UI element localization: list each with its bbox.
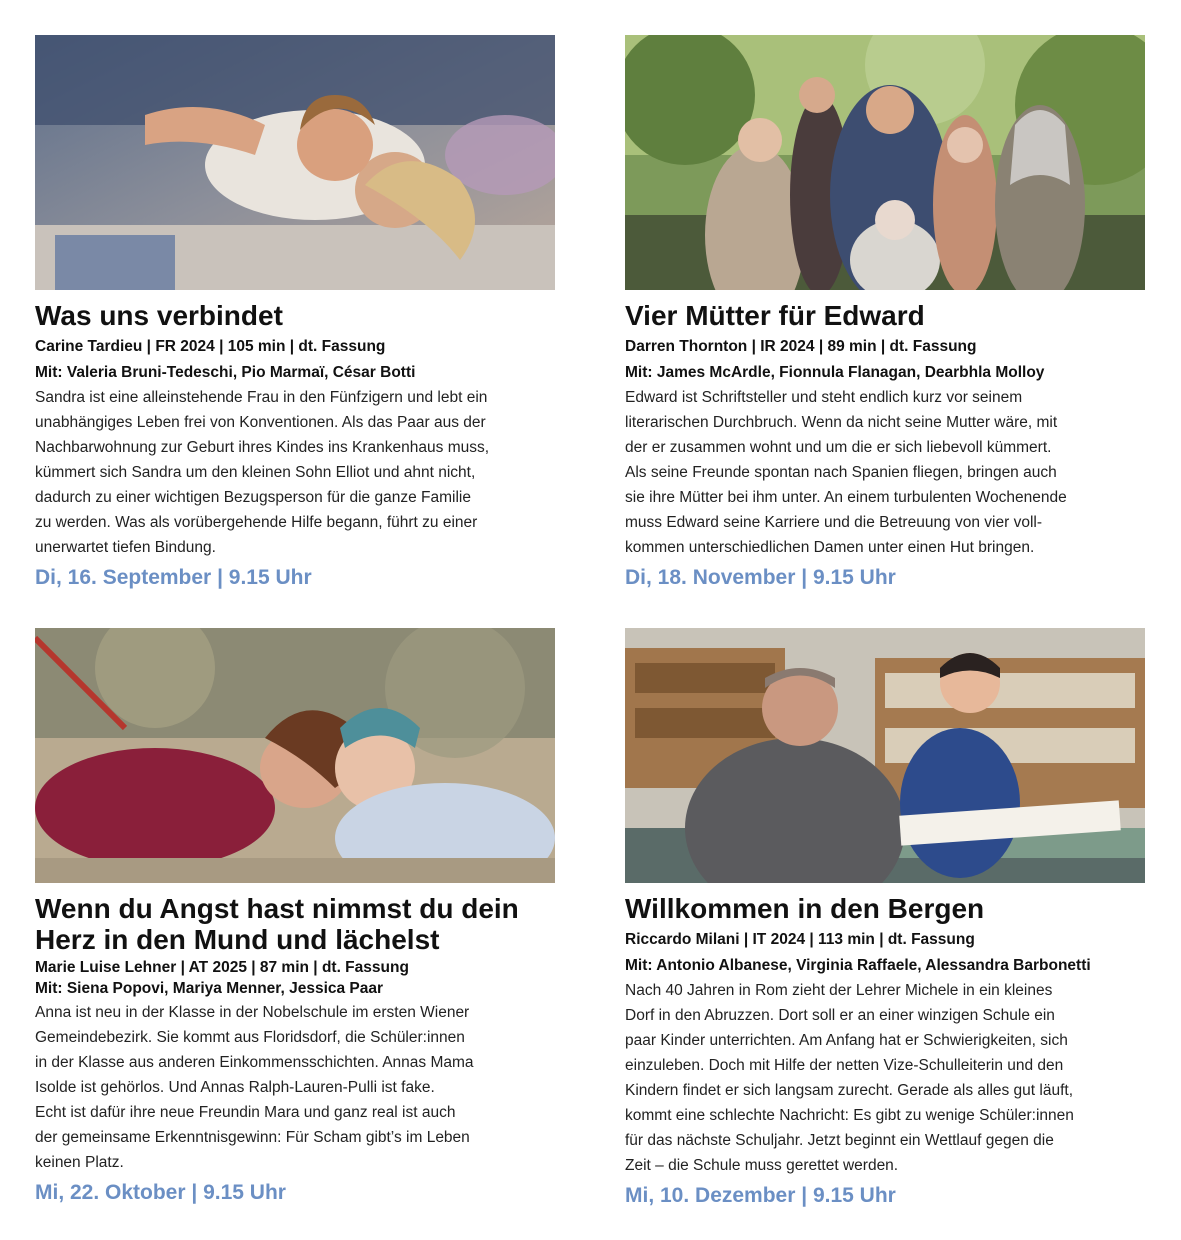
film-title <box>625 893 1147 924</box>
description-line: Gemeindebezirk. Sie kommt aus Floridsdorf, die Schüler:innen <box>35 1029 465 1046</box>
film-card-vier-muetter-fuer-edward <box>625 35 1147 592</box>
film-cast: Mit: James McArdle, Fionnula Flanagan, Dearbhla Molloy <box>625 364 1045 381</box>
description-line: Echt ist dafür ihre neue Freundin Mara und ganz real ist auch <box>35 1104 456 1121</box>
film-still-image <box>35 35 555 290</box>
description-line: der er zusammen wohnt und um die er sich liebevoll kümmert. <box>625 439 1052 456</box>
film-title <box>625 300 1147 331</box>
film-card-willkommen-in-den-bergen <box>625 628 1147 1210</box>
description-line: Edward ist Schriftsteller und steht endlich kurz vor seinem <box>625 389 1023 406</box>
film-still-illustration <box>625 35 1145 290</box>
description-line: kommen unterschiedlichen Damen unter einen Hut bringen. <box>625 539 1035 556</box>
description-line: Isolde ist gehörlos. Und Annas Ralph-Lauren-Pulli ist fake. <box>35 1079 435 1096</box>
film-title <box>35 300 557 331</box>
film-credits: Carine Tardieu | FR 2024 | 105 min | dt. Fassung <box>35 338 386 355</box>
screening-date: Di, 16. September | 9.15 Uhr <box>35 566 312 589</box>
description-line: unerwartet tiefen Bindung. <box>35 539 216 556</box>
description-line: muss Edward seine Karriere und die Betreuung von vier voll- <box>625 514 1042 531</box>
description-line: Sandra ist eine alleinstehende Frau in den Fünfzigern und lebt ein <box>35 389 488 406</box>
description-line: literarischen Durchbruch. Wenn da nicht seine Mutter wäre, mit <box>625 414 1058 431</box>
description-line: dadurch zu einer wichtigen Bezugsperson für die ganze Familie <box>35 489 471 506</box>
film-title <box>35 893 557 955</box>
description-line: Nachbarwohnung zur Geburt ihres Kindes ins Krankenhaus muss, <box>35 439 490 456</box>
film-title-line: Herz in den Mund und lächelst <box>35 924 440 955</box>
description-line: Kindern findet er sich langsam zurecht. Gerade als alles gut läuft, <box>625 1082 1074 1099</box>
description-line: unabhängiges Leben frei von Konventionen. Als das Paar aus der <box>35 414 486 431</box>
film-description <box>625 978 1147 1178</box>
film-cast: Mit: Valeria Bruni-Tedeschi, Pio Marmaï, César Botti <box>35 364 416 381</box>
film-credits: Riccardo Milani | IT 2024 | 113 min | dt. Fassung <box>625 931 975 948</box>
film-still-image <box>625 628 1145 883</box>
description-line: sie ihre Mütter bei ihm unter. An einem turbulenten Wochenende <box>625 489 1067 506</box>
description-line: Nach 40 Jahren in Rom zieht der Lehrer Michele in ein kleines <box>625 982 1053 999</box>
film-still-illustration <box>35 35 555 290</box>
screening-date: Mi, 22. Oktober | 9.15 Uhr <box>35 1181 286 1204</box>
screening-date: Di, 18. November | 9.15 Uhr <box>625 566 896 589</box>
screening-date: Mi, 10. Dezember | 9.15 Uhr <box>625 1184 896 1207</box>
description-line: in der Klasse aus anderen Einkommensschichten. Annas Mama <box>35 1054 474 1071</box>
description-line: Zeit – die Schule muss gerettet werden. <box>625 1157 899 1174</box>
description-line: für das nächste Schuljahr. Jetzt beginnt ein Wettlauf gegen die <box>625 1132 1054 1149</box>
film-title-line: Vier Mütter für Edward <box>625 300 925 331</box>
description-line: Als seine Freunde spontan nach Spanien fliegen, bringen auch <box>625 464 1057 481</box>
description-line: paar Kinder unterrichten. Am Anfang hat er Schwierigkeiten, sich <box>625 1032 1068 1049</box>
film-credits: Darren Thornton | IR 2024 | 89 min | dt. Fassung <box>625 338 977 355</box>
description-line: Anna ist neu in der Klasse in der Nobelschule im ersten Wiener <box>35 1004 470 1021</box>
film-still-illustration <box>625 628 1145 883</box>
description-line: der gemeinsame Erkenntnisgewinn: Für Scham gibt’s im Leben <box>35 1129 470 1146</box>
description-line: einzuleben. Doch mit Hilfe der netten Vize-Schulleiterin und den <box>625 1057 1064 1074</box>
film-title-line: Willkommen in den Bergen <box>625 893 985 924</box>
film-still-image <box>35 628 555 883</box>
description-line: Dorf in den Abruzzen. Dort soll er an einer winzigen Schule ein <box>625 1007 1055 1024</box>
film-title-line: Was uns verbindet <box>35 300 283 331</box>
description-line: kommt eine schlechte Nachricht: Es gibt zu wenige Schüler:innen <box>625 1107 1074 1124</box>
film-cast: Mit: Siena Popovi, Mariya Menner, Jessica Paar <box>35 980 384 997</box>
film-description <box>625 385 1147 560</box>
film-title-line: Wenn du Angst hast nimmst du dein <box>35 893 519 924</box>
description-line: keinen Platz. <box>35 1154 124 1171</box>
film-card-wenn-du-angst-hast <box>35 628 557 1207</box>
film-still-image <box>625 35 1145 290</box>
description-line: zu werden. Was als vorübergehende Hilfe begann, führt zu einer <box>35 514 478 531</box>
film-description <box>35 385 557 560</box>
film-credits: Marie Luise Lehner | AT 2025 | 87 min | dt. Fassung <box>35 959 409 976</box>
film-still-illustration <box>35 628 555 883</box>
film-description <box>35 1000 557 1175</box>
description-line: kümmert sich Sandra um den kleinen Sohn Elliot und ahnt nicht, <box>35 464 476 481</box>
film-cast: Mit: Antonio Albanese, Virginia Raffaele, Alessandra Barbonetti <box>625 957 1091 974</box>
film-card-was-uns-verbindet <box>35 35 557 592</box>
